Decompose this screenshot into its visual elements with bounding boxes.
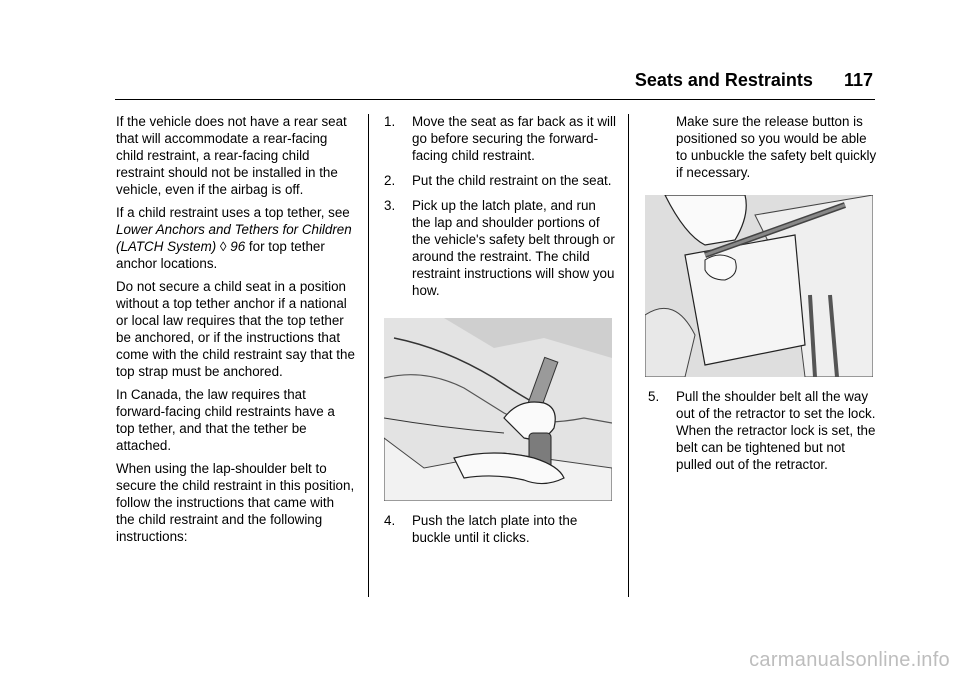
latch-plate-illustration (384, 318, 612, 501)
paragraph-lap-shoulder: When using the lap-shoulder belt to secure the child restraint in this position, follow the instructions that came with the child restraint and the following instructions: (116, 461, 355, 544)
step-number: 3. (384, 198, 396, 213)
header-rule (115, 99, 875, 100)
column-2 (384, 113, 616, 307)
list-item (648, 388, 880, 473)
step-number: 1. (384, 114, 396, 129)
paragraph-top-tether (116, 204, 356, 272)
latch-link[interactable]: Lower Anchors and Tethers for Children (LATCH System) (116, 222, 352, 254)
step-text: Pick up the latch plate, and run the lap and shoulder portions of the vehicle's safety belt through or around the restraint. The child restraint instructions will show you how. (412, 198, 615, 298)
retractor-illustration (645, 195, 873, 377)
watermark: carmanualsonline.info (749, 649, 950, 671)
step-5-block (648, 388, 880, 481)
paragraph-canada: In Canada, the law requires that forward-facing child restraints have a top tether, and that the tether be attached. (116, 387, 335, 453)
step-number: 4. (384, 513, 396, 528)
step-text: Pull the shoulder belt all the way out of the retractor to set the lock. When the retractor lock is set, the belt can be tightened but not pulled out of the retractor. (676, 389, 876, 472)
paragraph-rear-seat: If the vehicle does not have a rear seat that will accommodate a rear-facing child restraint, a rear-facing child restraint should not be installed in the vehicle, even if the airbag is off. (116, 114, 347, 197)
section-title: Seats and Restraints (634, 70, 813, 90)
step-4-block (384, 512, 616, 554)
column-1 (116, 113, 356, 551)
column-divider-1 (368, 114, 369, 597)
column-3 (648, 113, 880, 189)
column-divider-2 (628, 114, 629, 597)
release-button-note: Make sure the release button is positioned so you would be able to unbuckle the safety belt quickly if necessary. (676, 114, 877, 180)
list-item (384, 172, 616, 189)
step-number: 5. (648, 389, 660, 404)
list-item (384, 512, 616, 546)
paragraph-anchor-law: Do not secure a child seat in a position without a top tether anchor if a national or local law requires that the top tether be anchored, or if the instructions that come with the child restraint say that the top strap must be anchored. (116, 279, 355, 379)
list-item (384, 113, 616, 164)
page-number: 117 (843, 70, 873, 90)
step-text: Move the seat as far back as it will go before securing the forward-facing child restraint. (412, 114, 616, 163)
page-ref-number[interactable]: 96 (230, 239, 246, 254)
step-number: 2. (384, 173, 396, 188)
list-item (384, 197, 616, 299)
text: If a child restraint uses a top tether, see (116, 205, 350, 220)
page-ref-icon: ◊ (219, 239, 227, 254)
page-header (635, 70, 873, 91)
text: for top tether anchor locations. (116, 239, 325, 271)
step-text: Put the child restraint on the seat. (412, 173, 612, 188)
step-text: Push the latch plate into the buckle until it clicks. (412, 513, 578, 545)
